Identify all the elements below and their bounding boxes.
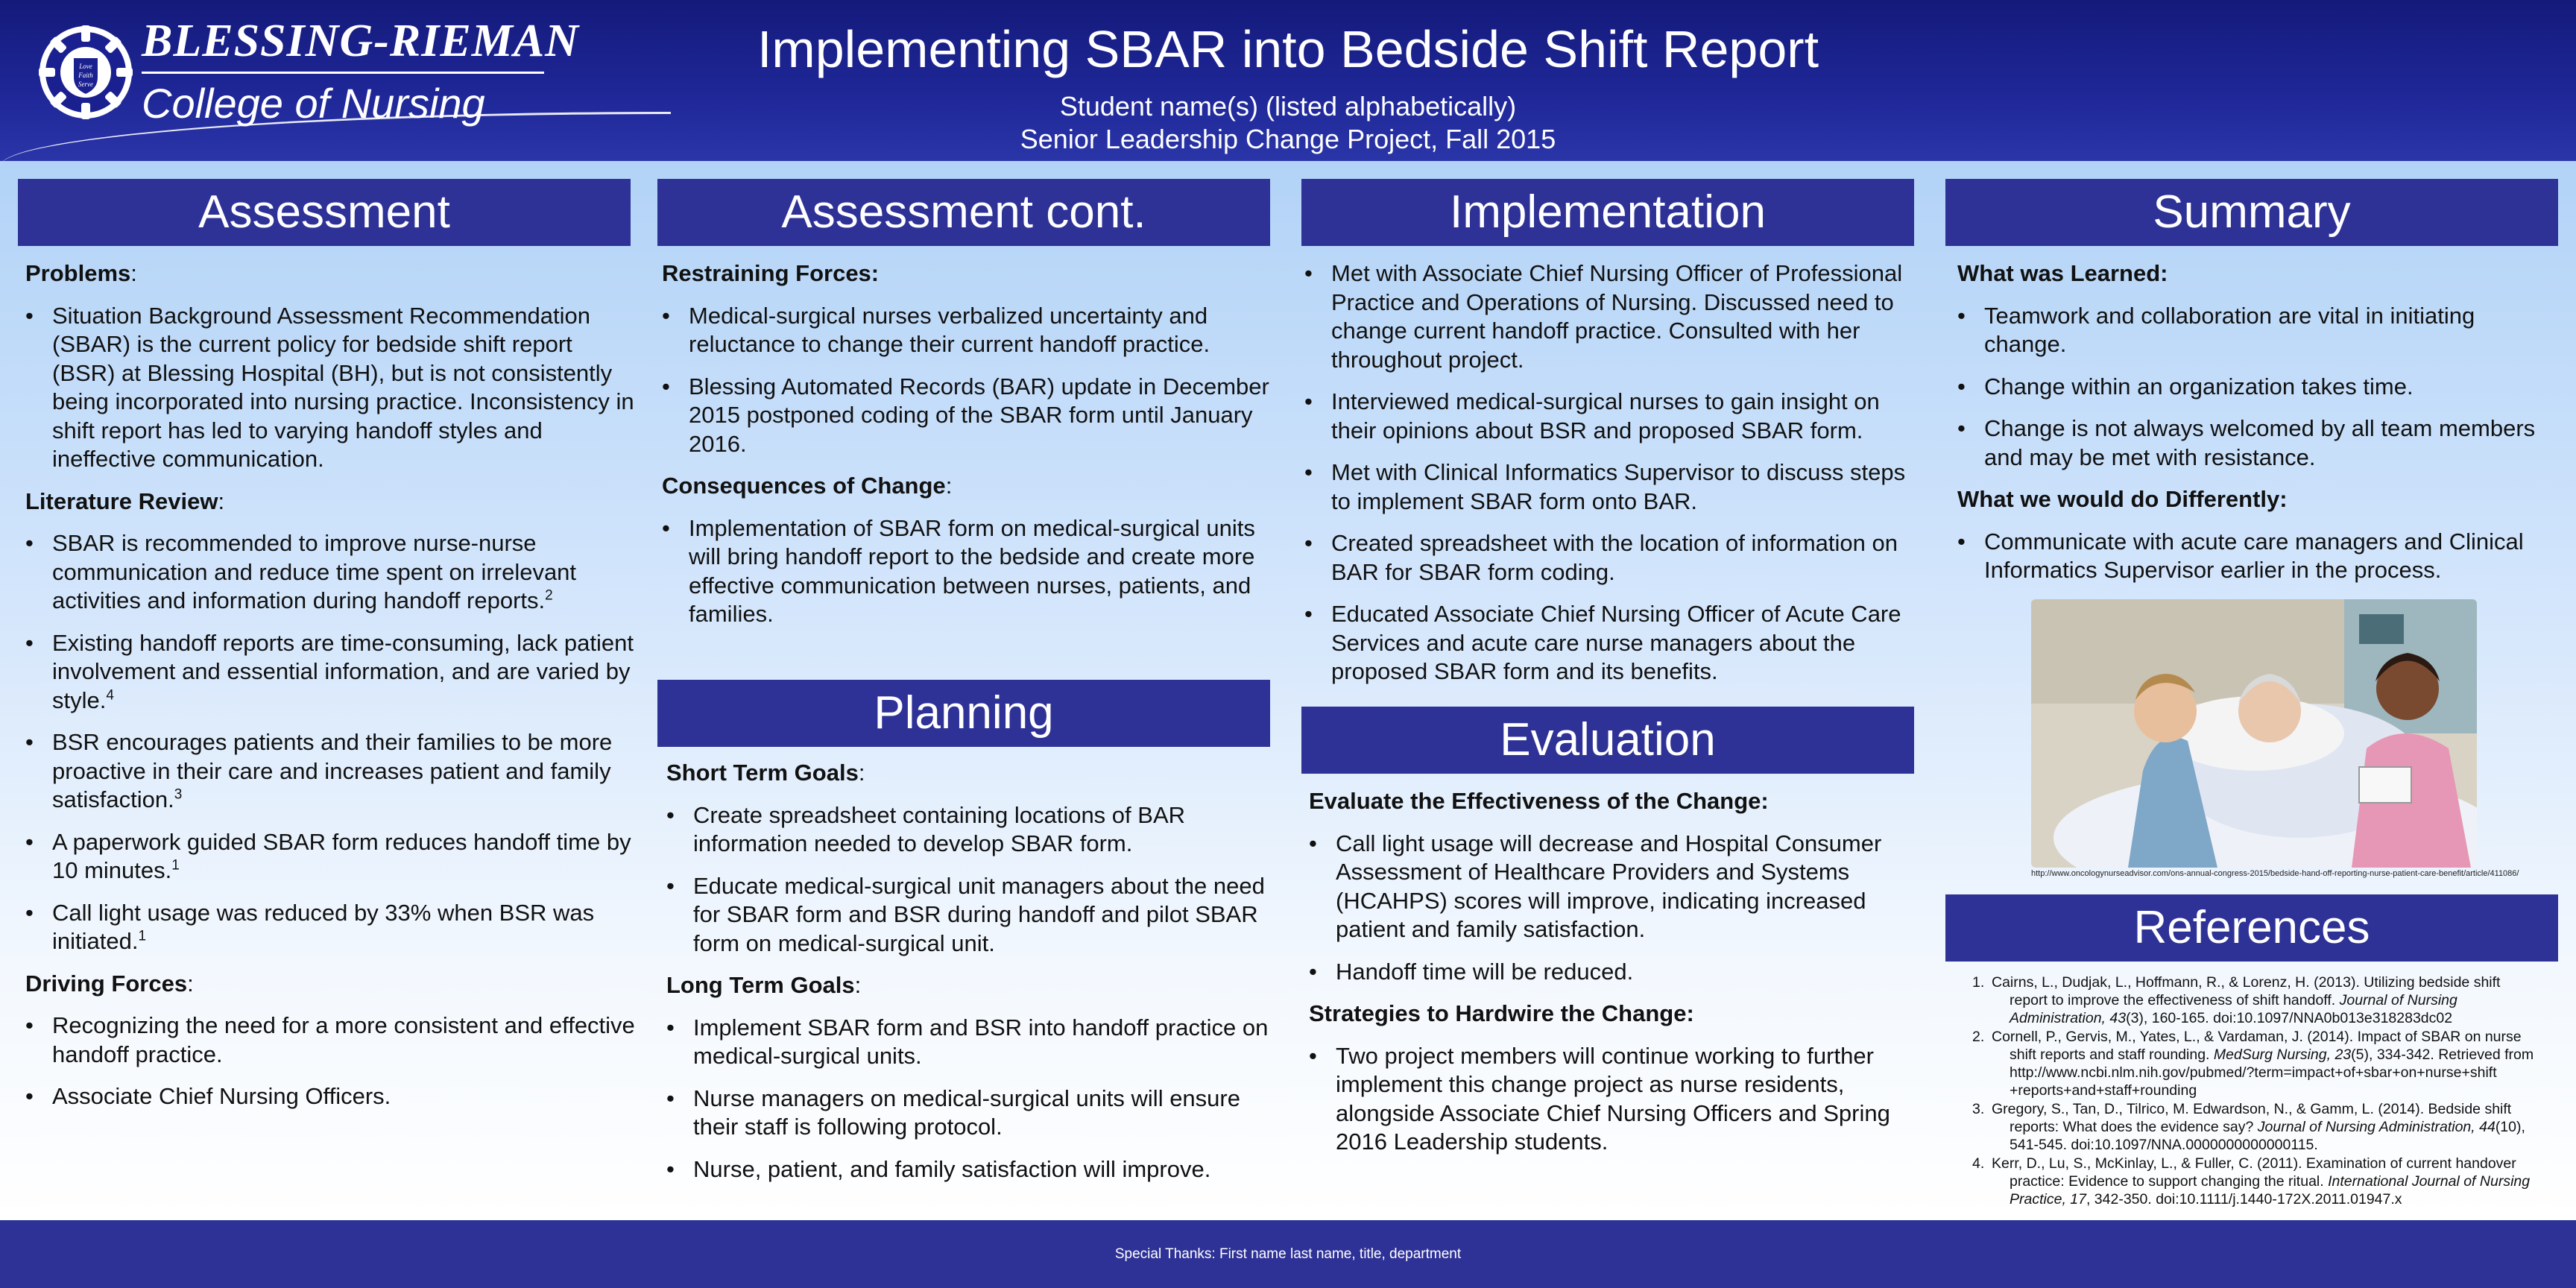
assessment-cont-header: Assessment cont. [657, 179, 1270, 246]
reference-text: Gregory, S., Tan, D., Tilrico, M. Edwardson, N., & Gamm, L. (2014). Bedside shift reports: What does the evidence say? [1992, 1101, 2512, 1135]
short-term-goals-list [666, 801, 1272, 959]
citation-superscript: 2 [545, 587, 553, 604]
strategies-heading: Strategies to Hardwire the Change: [1309, 1000, 1694, 1026]
list-item: • Teamwork and collaboration are vital in initiating change. [1957, 302, 2554, 359]
literature-heading: Literature Review: [25, 487, 225, 514]
short-term-goals-label: Short Term Goals [666, 760, 859, 786]
reference-details: (3), 160-165. doi:10.1097/NNA0b013e318283dc02 [2126, 1010, 2453, 1026]
list-item [25, 529, 637, 616]
consequences-heading: Consequences of Change: [662, 473, 953, 499]
citation-superscript: 1 [171, 857, 180, 874]
list-item: • Communicate with acute care managers and Clinical Informatics Supervisor earlier in the process. [1957, 528, 2554, 585]
reference-details: (10), 541-545. doi:10.1097/NNA.0000000000000115. [2010, 1119, 2525, 1153]
reference-journal: International Journal of Nursing Practice, 17 [2010, 1173, 2531, 1208]
list-item: • Two project members will continue working to further implement this change project as nurse residents, alongside Associate Chief Nursing Officers and Spring 2016 Leadership students. [1309, 1042, 1910, 1157]
citation-superscript: 1 [138, 928, 147, 944]
differently-heading: What we would do Differently: [1957, 486, 2288, 512]
list-item-text: SBAR is recommended to improve nurse-nurse communication and reduce time spent on irrelevant activities and information during handoff reports. [52, 530, 577, 613]
consequences-list [662, 514, 1273, 629]
list-item: • Create spreadsheet containing locations of BAR information needed to develop SBAR form. [666, 801, 1272, 859]
reference-text: Cairns, L., Dudjak, L., Hoffmann, R., & Lorenz, H. (2013). Utilizing bedside shift report to improve the effectiveness of shift handoff. [1992, 974, 2501, 1008]
list-item: • Blessing Automated Records (BAR) update in December 2015 postponed coding of the SBAR form until January 2016. [662, 373, 1273, 459]
institution-divider [142, 72, 544, 74]
planning-section [666, 759, 1272, 1197]
list-item: • Implementation of SBAR form on medical-surgical units will bring handoff report to the bedside and create more effective communication between nurses, patients, and families. [662, 514, 1273, 629]
list-item: • Created spreadsheet with the location of information on BAR for SBAR form coding. [1304, 529, 1910, 587]
list-item: • Met with Associate Chief Nursing Officer of Professional Practice and Operations of Nursing. Discussed need to change current handoff practice. Consulted with her throughout project. [1304, 259, 1910, 374]
problems-list [25, 302, 637, 474]
implementation-header: Implementation [1301, 179, 1914, 246]
reference-item [1953, 973, 2542, 1027]
effectiveness-list [1309, 830, 1910, 987]
implementation-list [1304, 259, 1910, 686]
list-item [25, 899, 637, 956]
consequences-label: Consequences of Change [662, 473, 946, 499]
reference-journal: MedSurg Nursing, 23 [2213, 1046, 2352, 1063]
long-term-goals-list [666, 1014, 1272, 1184]
list-item: • Interviewed medical-surgical nurses to gain insight on their opinions about BSR and proposed SBAR form. [1304, 388, 1910, 445]
references-list [1953, 973, 2542, 1209]
list-item: • Met with Clinical Informatics Supervisor to discuss steps to implement SBAR form onto BAR. [1304, 458, 1910, 516]
reference-text: Kerr, D., Lu, S., McKinlay, L., & Fuller, C. (2011). Examination of current handover practice: Evidence to support changing the ritual. [1992, 1155, 2516, 1190]
driving-forces-label: Driving Forces [25, 970, 188, 997]
reference-number: 1. [1972, 974, 1985, 991]
literature-list [25, 529, 637, 956]
list-item-text: BSR encourages patients and their families to be more proactive in their care and increases patient and family satisfaction. [52, 729, 613, 812]
problems-label: Problems [25, 260, 131, 286]
list-item: • Situation Background Assessment Recommendation (SBAR) is the current policy for bedside shift report (BSR) at Blessing Hospital (BH), but is not consistently being incorporated into nursing practice. Inconsistency in shift report has led to varying handoff styles and ineffective communication. [25, 302, 637, 474]
planning-header: Planning [657, 680, 1270, 747]
short-term-goals-heading: Short Term Goals: [666, 760, 865, 786]
literature-label: Literature Review [25, 487, 218, 514]
evaluation-header: Evaluation [1301, 707, 1914, 774]
header-banner [0, 0, 2576, 161]
evaluation-section [1309, 787, 1910, 1170]
learned-list [1957, 302, 2554, 473]
list-item [25, 828, 637, 886]
seal-word-1: Love [79, 63, 92, 70]
list-item [25, 629, 637, 716]
reference-journal: Journal of Nursing Administration, 43 [2010, 992, 2457, 1026]
list-item: • Associate Chief Nursing Officers. [25, 1082, 637, 1111]
list-item: • Implement SBAR form and BSR into handoff practice on medical-surgical units. [666, 1014, 1272, 1071]
summary-section [1957, 259, 2554, 599]
reference-item [1953, 1155, 2542, 1208]
reference-text: Cornell, P., Gervis, M., Yates, L., & Vardaman, J. (2014). Impact of SBAR on nurse shift reports and staff rounding. [1992, 1029, 2522, 1063]
reference-details: , 342-350. doi:10.1111/j.1440-172X.2011.01947.x [2086, 1191, 2402, 1208]
bedside-report-photo [2031, 599, 2477, 868]
list-item-text: Existing handoff reports are time-consuming, lack patient involvement and essential information, and are varied by style. [52, 629, 634, 713]
strategies-list [1309, 1042, 1910, 1157]
implementation-section [1304, 259, 1910, 700]
list-item: • Nurse, patient, and family satisfaction will improve. [666, 1155, 1272, 1184]
differently-list [1957, 528, 2554, 585]
seal-word-2: Faith [78, 72, 93, 79]
list-item-text: A paperwork guided SBAR form reduces handoff time by 10 minutes. [52, 828, 631, 883]
student-names: Student name(s) (listed alphabetically) [1059, 91, 1517, 121]
list-item: • Call light usage will decrease and Hospital Consumer Assessment of Healthcare Providers and Systems (HCAHPS) scores will improve, indicating increased patient and family satisfaction. [1309, 830, 1910, 944]
citation-superscript: 3 [174, 786, 183, 803]
list-item: • Recognizing the need for a more consistent and effective handoff practice. [25, 1011, 637, 1069]
assessment-cont-section [662, 259, 1273, 643]
reference-item [1953, 1100, 2542, 1154]
reference-number: 3. [1972, 1101, 1985, 1117]
list-item: • Change within an organization takes time. [1957, 373, 2554, 402]
seal-word-3: Serve [78, 80, 93, 88]
special-thanks: Special Thanks: First name last name, title, department [1114, 1246, 1462, 1262]
references-header: References [1945, 894, 2558, 962]
driving-forces-list [25, 1011, 637, 1111]
college-name: College of Nursing [142, 80, 485, 127]
summary-header: Summary [1945, 179, 2558, 246]
assessment-section [25, 259, 637, 1125]
list-item: • Handoff time will be reduced. [1309, 958, 1910, 987]
learned-heading: What was Learned: [1957, 260, 2168, 286]
list-item: • Change is not always welcomed by all team members and may be met with resistance. [1957, 414, 2554, 472]
list-item: • Medical-surgical nurses verbalized uncertainty and reluctance to change their current handoff practice. [662, 302, 1273, 359]
list-item: • Educated Associate Chief Nursing Officer of Acute Care Services and acute care nurse managers about the proposed SBAR form and its benefits. [1304, 600, 1910, 686]
restraining-forces-heading: Restraining Forces: [662, 260, 880, 286]
list-item [25, 728, 637, 815]
reference-item [1953, 1028, 2542, 1099]
poster-title: Implementing SBAR into Bedside Shift Report [757, 20, 1819, 78]
assessment-header: Assessment [18, 179, 631, 246]
restraining-forces-list [662, 302, 1273, 459]
reference-number: 4. [1972, 1155, 1985, 1172]
reference-details: (5), 334-342. Retrieved from http://www.ncbi.nlm.nih.gov/pubmed/?term=impact+of+sbar+on+nurse+shift +reports+and+staff+rounding [2010, 1046, 2534, 1099]
long-term-goals-label: Long Term Goals [666, 972, 855, 998]
effectiveness-heading: Evaluate the Effectiveness of the Change: [1309, 788, 1769, 814]
driving-forces-heading: Driving Forces: [25, 970, 194, 997]
reference-number: 2. [1972, 1029, 1985, 1045]
long-term-goals-heading: Long Term Goals: [666, 972, 862, 998]
institution-name: BLESSING-RIEMAN [142, 16, 579, 66]
photo-caption: http://www.oncologynurseadvisor.com/ons-annual-congress-2015/bedside-hand-off-reporting-nurse-patient-care-benefit/article/411086/ [2031, 869, 2519, 878]
reference-journal: Journal of Nursing Administration, 44 [2257, 1119, 2496, 1135]
list-item: • Educate medical-surgical unit managers about the need for SBAR form and BSR during handoff and pilot SBAR form on medical-surgical unit. [666, 872, 1272, 959]
list-item-text: Call light usage was reduced by 33% when BSR was initiated. [52, 899, 595, 954]
project-subtitle: Senior Leadership Change Project, Fall 2015 [1020, 124, 1556, 154]
footer-bar [0, 1220, 2576, 1288]
problems-heading: Problems: [25, 260, 137, 286]
citation-superscript: 4 [106, 687, 114, 704]
list-item: • Nurse managers on medical-surgical units will ensure their staff is following protocol. [666, 1085, 1272, 1142]
college-seal-icon [37, 24, 134, 121]
